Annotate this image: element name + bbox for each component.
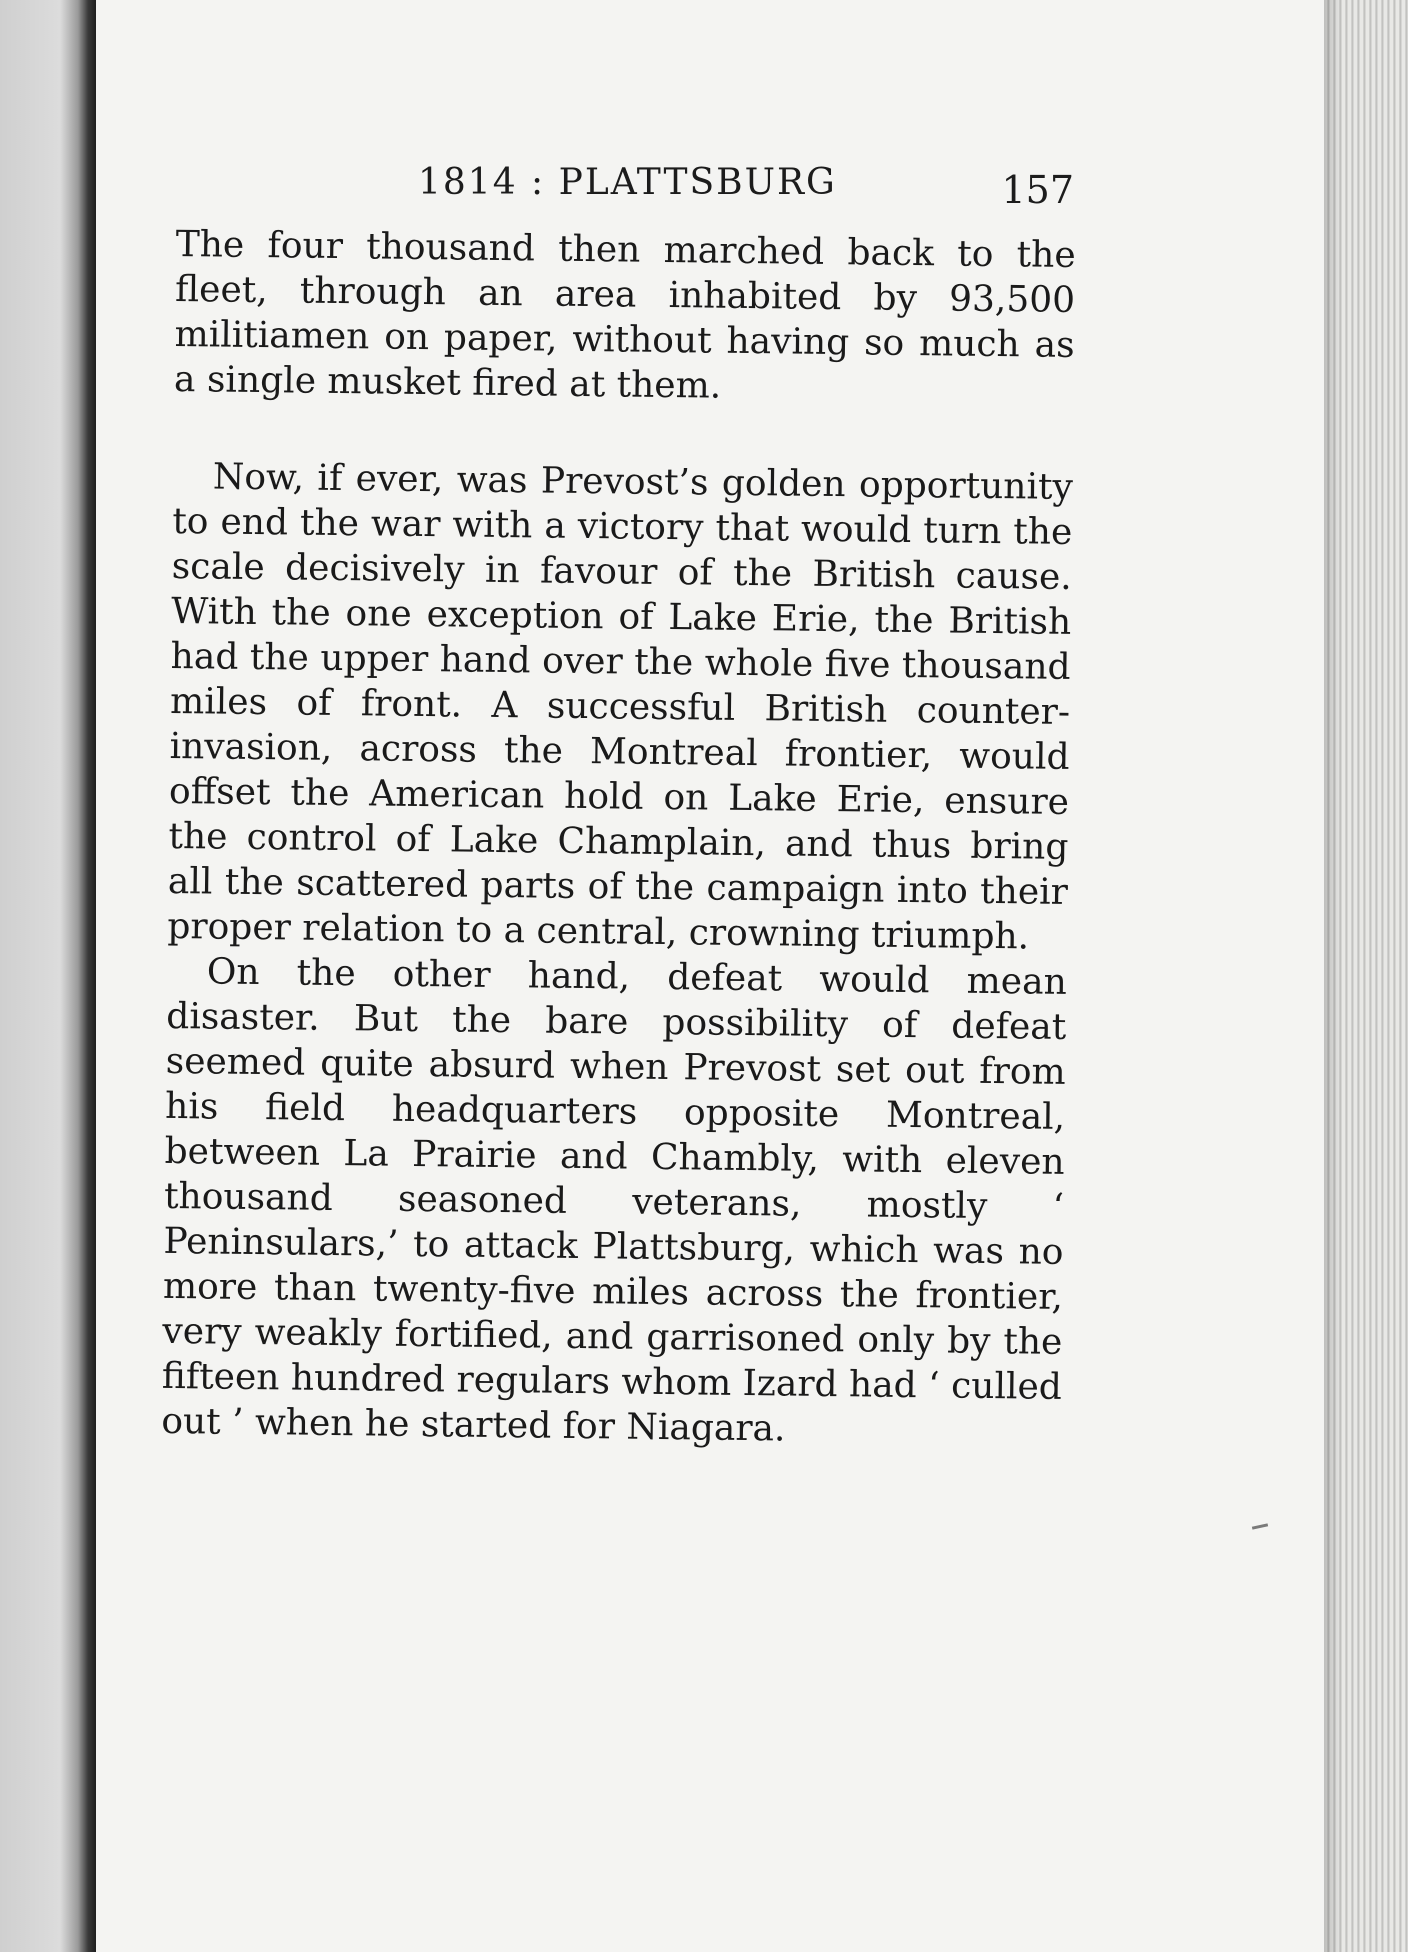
running-head: [182, 158, 1074, 218]
running-head-title: 1814 : PLATTSBURG: [418, 162, 837, 203]
page-number: 157: [1001, 168, 1074, 212]
paragraph-2: Now, if ever, was Prevost’s golden opportunity to end the war with a victory that would turn the scale decisively in favour of the British cause. With the one exception of Lake Erie, the British had the upper hand over the whole five thousand miles of front. A successful British counter-invasion, across the Montreal frontier, would offset the American hold on Lake Erie, ensure the control of Lake Champlain, and thus bring all the scattered parts of the campaign into their proper relation to a central, crowning triumph.: [167, 456, 1074, 958]
paragraph-1: The four thousand then marched back to the fleet, through an area inhabited by 93,500 militiamen on paper, without having so much as a single musket fired at them.: [173, 223, 1076, 407]
left-page-edge: [0, 0, 96, 1952]
gutter-shadow: [1324, 0, 1342, 1952]
paragraph-3: On the other hand, defeat would mean disaster. But the bare possibility of defeat seemed quite absurd when Prevost set out from his field headquarters opposite Montreal, between La Prairie and Chambly, with eleven thousand seasoned veterans, mostly ‘ Peninsulars,’ to attack Plattsburg, which was no more than twenty-five miles across the frontier, very weakly fortified, and garrisoned only by the fifteen hundred regulars whom Izard had ‘ culled out ’ when he started for Niagara.: [161, 951, 1068, 1450]
body-text: [161, 222, 1076, 1455]
